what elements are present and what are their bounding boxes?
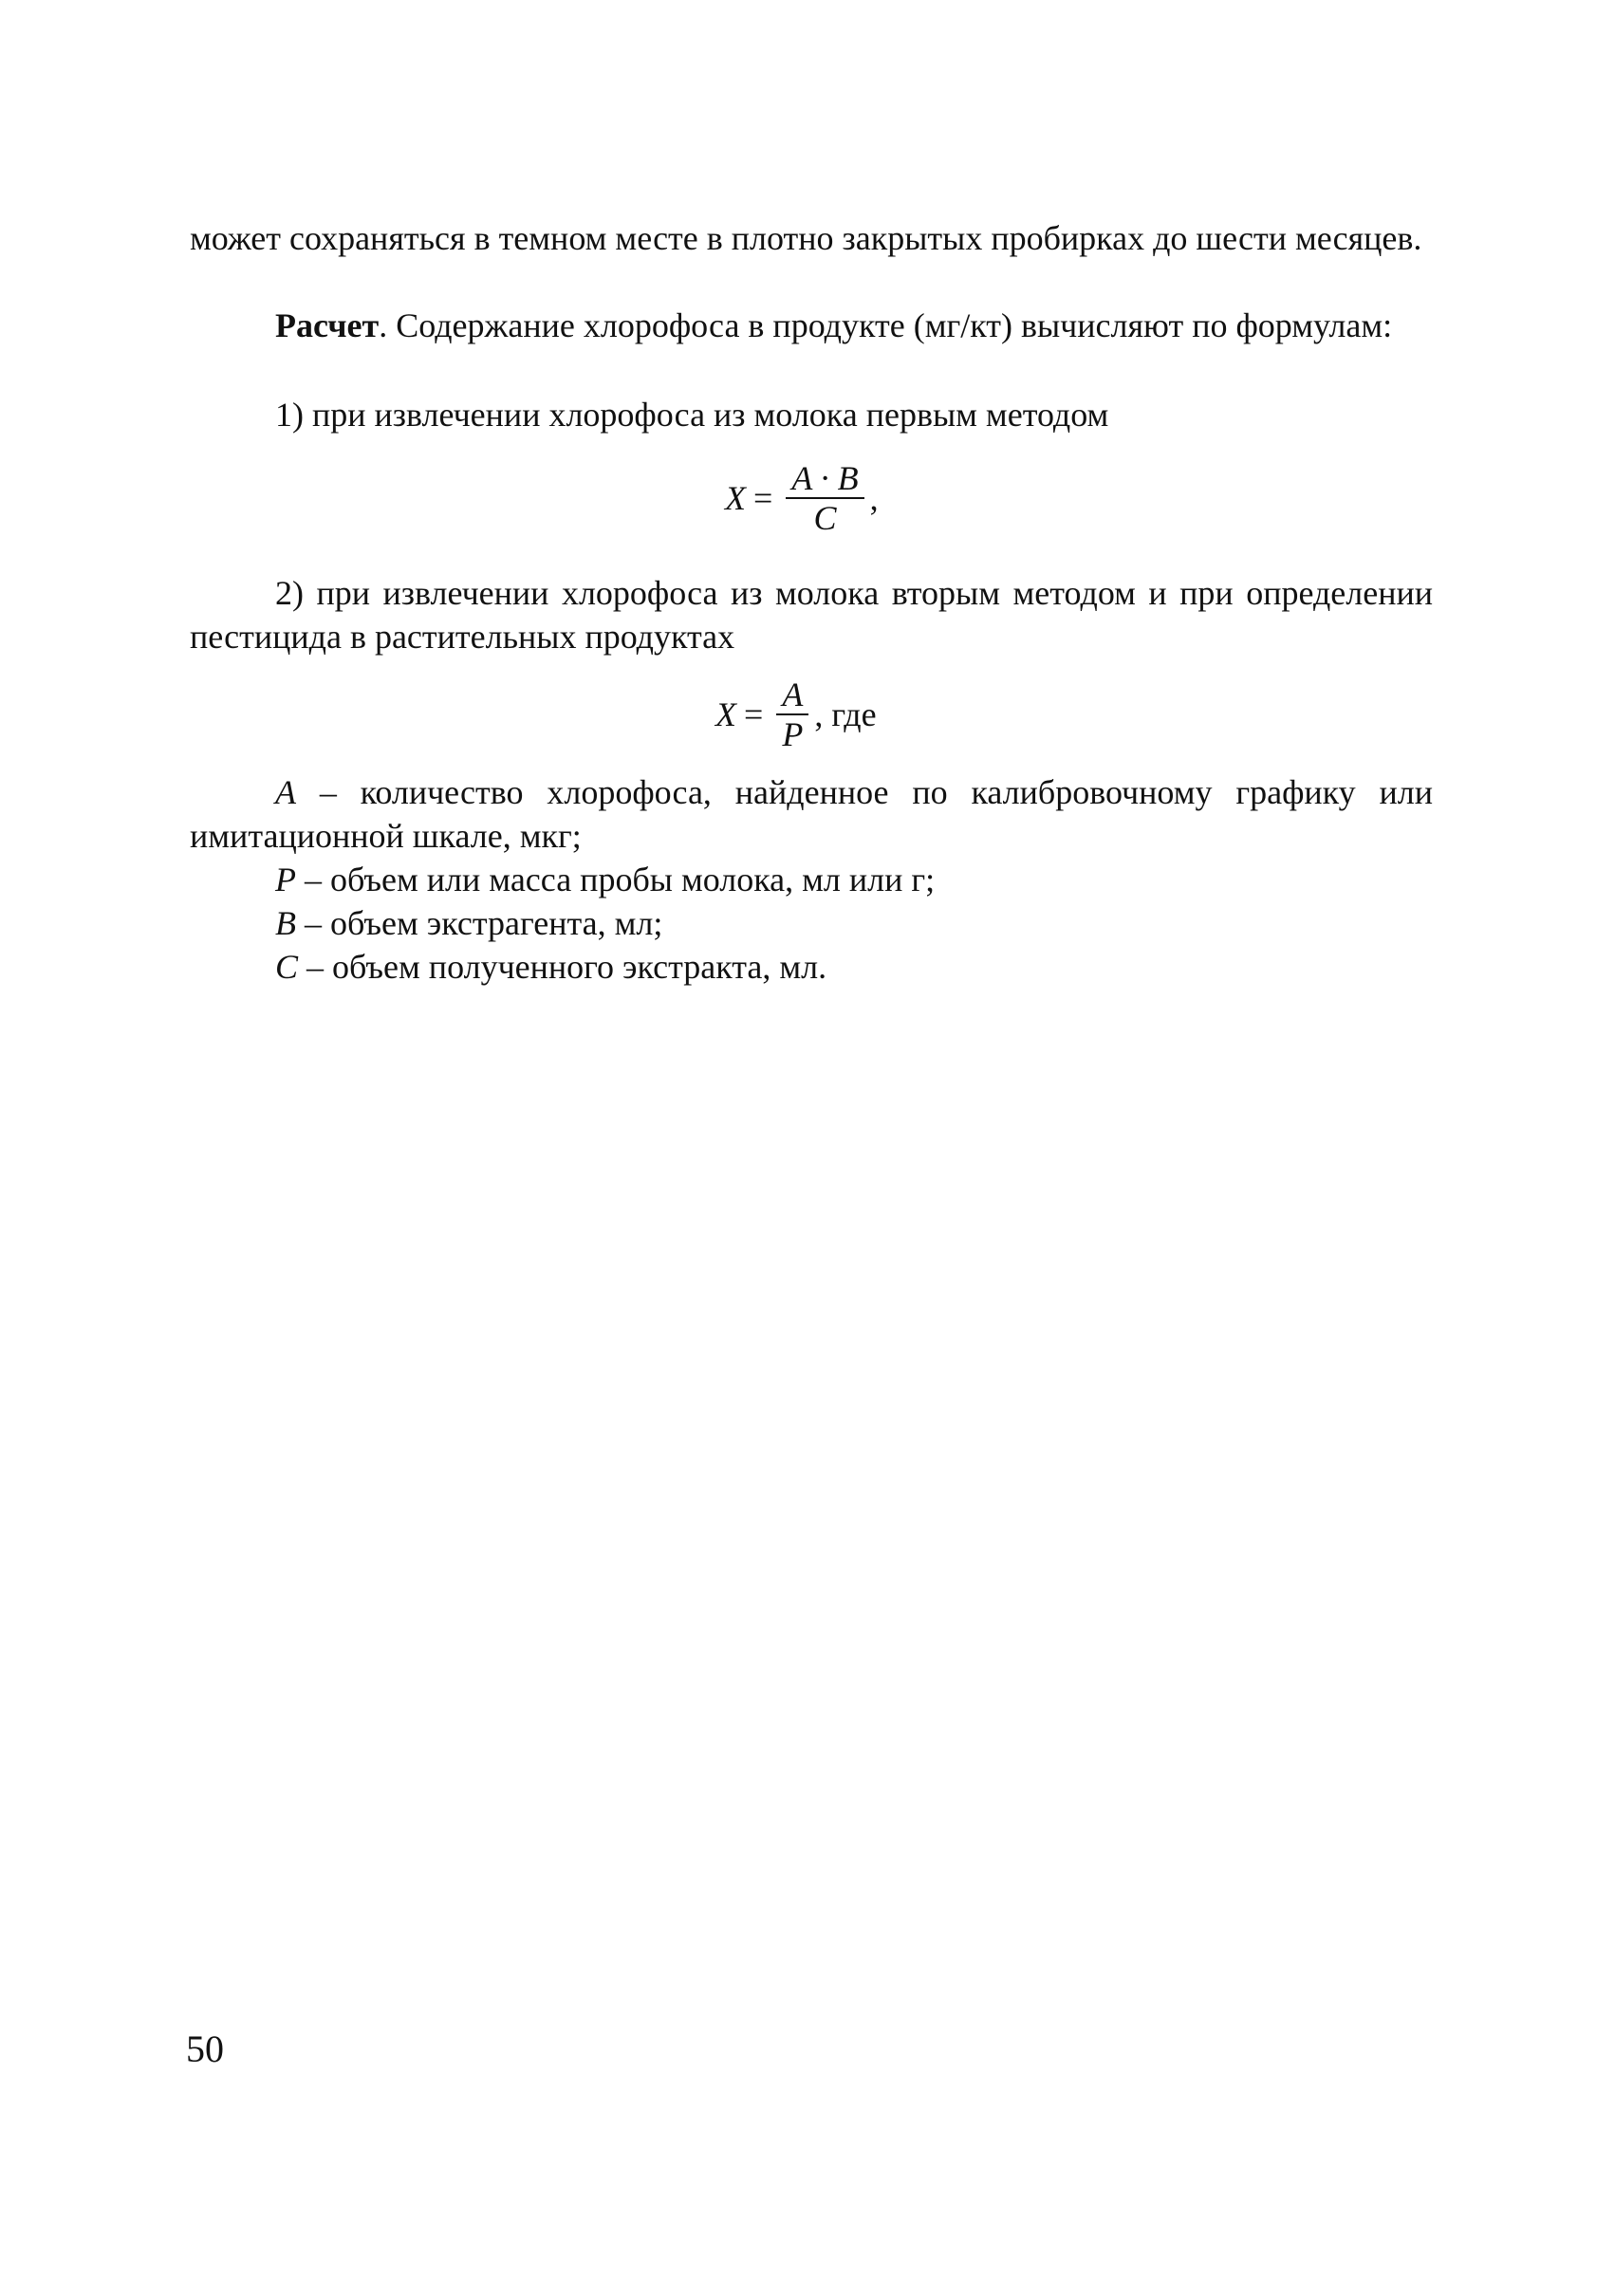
- calculation-heading: Расчет: [275, 306, 380, 344]
- paragraph-storage: [190, 216, 1433, 260]
- formula-2-fraction: [776, 676, 808, 753]
- definition-text: – объем полученного экстракта, мл.: [298, 948, 827, 986]
- definition-item: [190, 770, 1433, 858]
- definition-symbol: B: [275, 904, 296, 942]
- formula-2-numerator: A: [776, 676, 808, 715]
- formula-2-equals: =: [744, 695, 764, 733]
- definition-text: – объем экстрагента, мл;: [296, 904, 663, 942]
- definition-text: – объем или масса пробы молока, мл или г;: [296, 861, 936, 898]
- formula-1-fraction: [786, 459, 863, 537]
- formula-1: [725, 459, 879, 537]
- definition-symbol: C: [275, 948, 299, 986]
- formula-1-numerator: A · B: [786, 459, 863, 499]
- paragraph-method-1: [190, 393, 1433, 436]
- method-1-text: 1) при извлечении хлорофоса из молока первым методом: [275, 396, 1109, 434]
- formula-2-denominator: P: [782, 715, 804, 753]
- definition-text: – количество хлорофоса, найденное по калибровочному графику или имитационной шкале, мкг;: [190, 773, 1433, 855]
- paragraph-calculation: [190, 304, 1433, 347]
- method-2-text: 2) при извлечении хлорофоса из молока вторым методом и при определении пестицида в растительных продуктах: [190, 574, 1433, 656]
- calculation-text: . Содержание хлорофоса в продукте (мг/кт) вычисляют по формулам:: [379, 306, 1393, 344]
- definition-item: [190, 858, 1433, 901]
- formula-2-lhs: X: [715, 695, 736, 733]
- definition-symbol: P: [275, 861, 296, 898]
- formula-1-lhs: X: [725, 479, 746, 517]
- definitions-list: [190, 770, 1433, 989]
- formula-1-denominator: C: [813, 499, 837, 537]
- definition-item: [190, 901, 1433, 945]
- paragraph-text: может сохраняться в темном месте в плотно закрытых пробирках до шести месяцев.: [190, 219, 1422, 257]
- definition-symbol: A: [275, 773, 296, 811]
- formula-1-equals: =: [753, 479, 773, 517]
- formula-1-tail: ,: [869, 479, 879, 517]
- paragraph-method-2: [190, 571, 1433, 658]
- definition-item: [190, 945, 1433, 989]
- formula-2: [715, 676, 877, 753]
- formula-2-tail: , где: [814, 695, 877, 733]
- page-number: 50: [186, 2028, 224, 2070]
